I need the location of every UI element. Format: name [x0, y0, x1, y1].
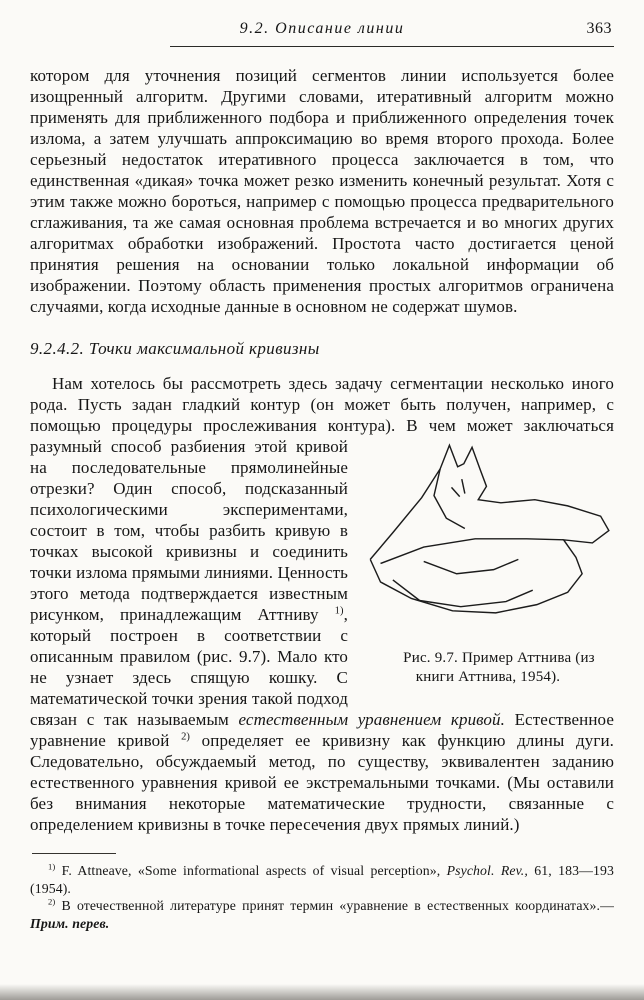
- footnote-1-journal: Psychol. Rev.,: [446, 863, 528, 878]
- paragraph-2: [30, 373, 614, 835]
- footnote-2: [30, 897, 614, 932]
- page-header: [30, 20, 614, 42]
- footnote-1-text: F. Attneave, «Some informational aspects of visual perception»,: [55, 863, 447, 878]
- footnote-2-text: В отечественной литературе принят термин «уравнение в естественных координатах».—: [55, 898, 614, 913]
- footnote-1-marker: 1): [48, 861, 56, 872]
- footnote-2-marker: 2): [48, 896, 56, 907]
- paragraph-2-part-3: , который построен в соответствии с описанным правилом (рис. 9.7). Мало кто не узнает здесь спящую кошку. С математической точки зрения такой подход связан с так называемым: [30, 605, 348, 729]
- footnote-separator: [32, 853, 116, 854]
- header-rule: [170, 46, 614, 47]
- footnote-1-text-end: 61, 183—193 (1954).: [30, 863, 614, 896]
- footnote-ref-1: 1): [334, 605, 344, 617]
- paragraph-2-part-4: Естественное уравнение кривой: [30, 710, 615, 750]
- attneave-cat-drawing: [362, 438, 614, 639]
- footnote-2-translator-note: Прим. перев.: [30, 915, 110, 931]
- page-number: 363: [586, 20, 612, 37]
- section-heading: 9.2.4.2. Точки максимальной кривизны: [30, 339, 320, 358]
- paragraph-2-part-1: Нам хотелось бы рассмотреть здесь задачу сегментации несколько иного рода. Пусть задан гладкий контур (он может быть получен, например, с помощью процедуры прослеживания контура). В чем может заключаться разумный способ разбиения этой: [30, 374, 614, 456]
- paragraph-2-part-5: определяет ее кривизну как функцию длины дуги. Следовательно, обсуждаемый метод, по существу, эквивалентен заданию естественного уравнения кривой ее экстремальными точками. (Мы оставили без внимания некоторые математические трудности, связанные с определением кривизны в точке пересечения двух прямых линий.): [30, 731, 614, 834]
- paragraph-1: котором для уточнения позиций сегментов линии используется более изощренный алгоритм. Другими словами, итеративный алгоритм можно применять для приближенного подбора и приближенного определения точек излома, а затем улучшать аппроксимацию во время второго прохода. Более серьезный недостаток итеративного процесса заключается в том, что единственная «дикая» точка может резко изменить конечный результат. Хотя с этим также можно бороться, например с помощью процесса предварительного сглаживания, та же самая основная проблема встречается и во многих других алгоритмах обработки изображений. Простота часто достигается ценой принятия решения на основании только локальной информации об изображении. Поэтому область применения простых алгоритмов ограничена случаями, когда исходные данные в основном не содержат шумов.: [30, 66, 614, 316]
- page-bottom-shadow: [0, 984, 644, 1000]
- footnote-1: [30, 862, 614, 897]
- paragraph-2-part-2: кривой на последовательные прямолинейные отрезки? Один способ, подсказанный психологическими экспериментами, состоит в том, чтобы разбить кривую в точках высокой кривизны и соединить точки излома прямыми линиями. Ценность этого метода подтверждается известным рисунком, принадлежащим Аттниву: [30, 437, 348, 624]
- figure-9-7: [362, 438, 614, 687]
- emphasis-natural-equation: естественным уравнением кривой.: [238, 710, 505, 729]
- running-head: 9.2. Описание линии: [239, 20, 405, 37]
- footnote-ref-2: 2): [181, 731, 191, 743]
- figure-caption: Рис. 9.7. Пример Аттнива (из книги Аттнива, 1954).: [403, 649, 595, 685]
